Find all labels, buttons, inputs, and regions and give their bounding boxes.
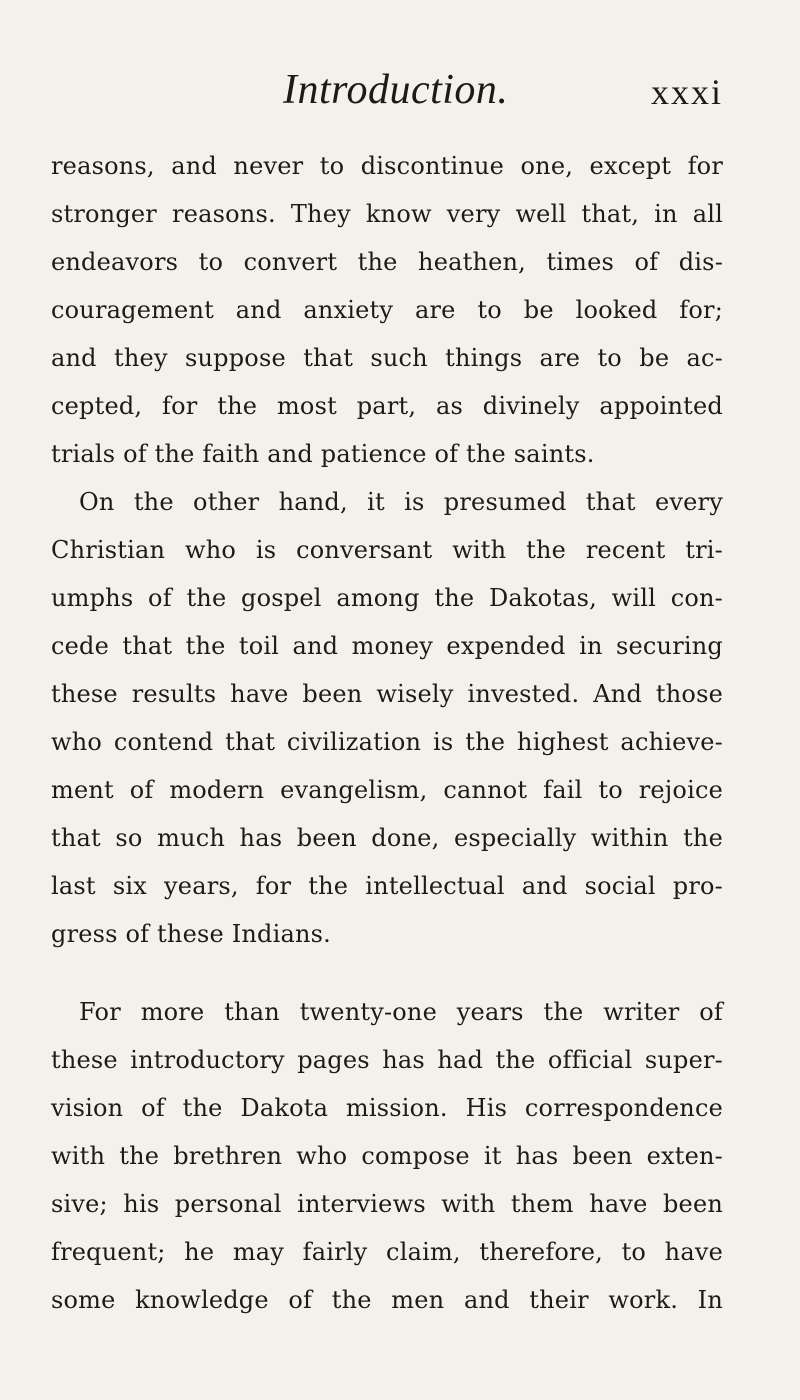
text-line: that so much has been done, especially within the (51, 824, 723, 852)
text-line: couragement and anxiety are to be looked for; (51, 296, 723, 324)
text-line: and they suppose that such things are to be ac- (51, 344, 723, 372)
text-line: endeavors to convert the heathen, times of dis- (51, 248, 723, 276)
section-gap (51, 958, 723, 988)
text-line: umphs of the gospel among the Dakotas, will con- (51, 584, 723, 612)
text-line: with the brethren who compose it has been exten- (51, 1142, 723, 1170)
paragraph-3 (51, 988, 723, 1324)
page-number: xxxi (651, 72, 724, 112)
text-line: trials of the faith and patience of the saints. (51, 440, 595, 468)
text-line: cede that the toil and money expended in securing (51, 632, 723, 660)
text-line: who contend that civilization is the highest achieve- (51, 728, 723, 756)
text-line: sive; his personal interviews with them have been (51, 1190, 723, 1218)
text-line: On the other hand, it is presumed that every (79, 488, 723, 516)
text-line: cepted, for the most part, as divinely appointed (51, 392, 723, 420)
running-head (0, 66, 800, 114)
text-line: these results have been wisely invested. And those (51, 680, 723, 708)
text-line: gress of these Indians. (51, 920, 332, 948)
body-text (51, 142, 723, 1324)
text-line: stronger reasons. They know very well that, in all (51, 200, 723, 228)
text-line: Christian who is conversant with the recent tri- (51, 536, 723, 564)
paragraph-2 (51, 478, 723, 958)
running-title: Introduction. (283, 67, 509, 113)
text-line: For more than twenty-one years the writer of (79, 998, 723, 1026)
text-line: some knowledge of the men and their work. In (51, 1286, 723, 1314)
text-line: reasons, and never to discontinue one, except for (51, 152, 723, 180)
paragraph-1 (51, 142, 723, 478)
text-line: last six years, for the intellectual and social pro- (51, 872, 723, 900)
text-line: frequent; he may fairly claim, therefore, to have (51, 1238, 723, 1266)
text-line: ment of modern evangelism, cannot fail to rejoice (51, 776, 723, 804)
text-line: vision of the Dakota mission. His correspondence (51, 1094, 723, 1122)
text-line: these introductory pages has had the official super- (51, 1046, 723, 1074)
